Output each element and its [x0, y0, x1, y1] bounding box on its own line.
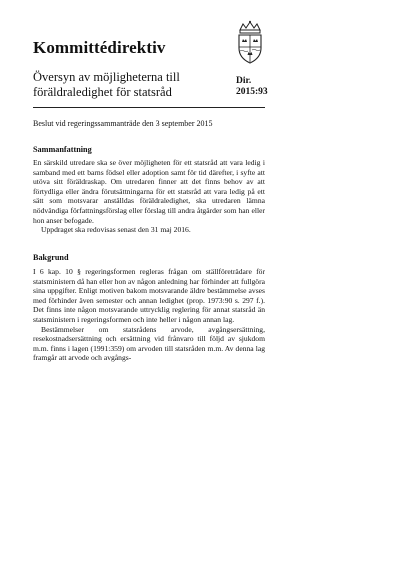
- document-title: Översyn av möjligheterna till föräldraledighet för statsråd: [33, 70, 180, 99]
- document-type: Kommittédirektiv: [33, 38, 166, 57]
- summary-body: [33, 158, 265, 235]
- summary-paragraph: En särskild utredare ska se över möjligheten för ett statsråd att vara ledig i samband med ett barns födsel eller adoption samt för tid därefter, i syfte att utöva sitt föräldraskap. Om utredaren finner att det finns behov av att förtydliga eller ändra förutsättningarna för ett statsråd att vara ledig på ett sätt som motsvarar anställdas föräldraledighet, ska utredaren lämna nödvändiga författningsförslag eller förslag till andra åtgärder som han eller hon anser befogade.: [33, 158, 265, 225]
- coat-of-arms-icon: [232, 20, 268, 66]
- background-body: [33, 267, 265, 363]
- header-divider: [33, 107, 265, 108]
- background-paragraph: I 6 kap. 10 § regeringsformen regleras frågan om ställföreträdare för statsministern då han eller hon av någon anledning har förhinder att fullgöra sina uppgifter. Enligt motiven bakom motsvarande äldre bestämmelse avses med förhinder även semester och annan ledighet (prop. 1973:90 s. 297 f.). Det finns inte någon motsvarande uttrycklig reglering för annat statsråd än statsministern i regeringsformen och inte heller i någon annan lag.: [33, 267, 265, 324]
- summary-paragraph: Uppdraget ska redovisas senast den 31 maj 2016.: [41, 225, 191, 235]
- background-paragraph: Bestämmelser om statsrådens arvode, avgångsersättning, resekostnadsersättning och ersättning vid frånvaro till följd av sjukdom m.m. finns i lagen (1991:359) om arvoden till statsråden m.m. Av denna lag framgår att arvode och avgångs-: [33, 324, 265, 363]
- directive-number-block: [236, 76, 268, 98]
- decision-line: Beslut vid regeringssammanträde den 3 september 2015: [33, 119, 213, 128]
- background-heading: Bakgrund: [33, 253, 69, 262]
- directive-label: Dir.: [236, 76, 252, 86]
- summary-heading: Sammanfattning: [33, 145, 92, 154]
- directive-number: 2015:93: [236, 87, 268, 97]
